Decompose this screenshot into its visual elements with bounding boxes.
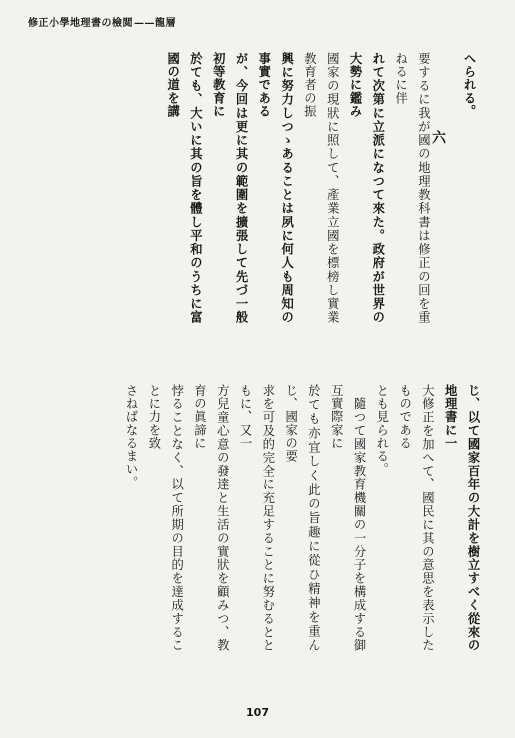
page-number: 107	[246, 706, 269, 719]
text-line: 國家の現狀に照して、產業立國を標榜し實業教育者の振	[302, 52, 340, 324]
section-heading: 六	[430, 130, 446, 144]
spacer-line	[434, 52, 457, 324]
text-line: さねばなるまい。	[124, 384, 139, 490]
text-line: 悖ることなく、以て所期の目的を達成することに力を致	[146, 384, 184, 652]
text-line: 要するに我が國の地理教科書は修正の回を重ねるに伴	[393, 52, 431, 324]
running-head-author: ——龍層	[134, 18, 176, 29]
text-line: 於ても亦宜しく此の旨趣に從ひ精神を重んじ、國家の要	[283, 384, 321, 652]
carryover-line: へられる。	[462, 52, 477, 118]
text-line: とも見られる。	[374, 384, 389, 477]
text-line: 方兒童心意の發達と生活の實狀を顧みつ、教育の眞諦に	[192, 384, 230, 652]
text-line: 隨つて國家教育機關の一分子を構成する御互實際家に	[329, 384, 367, 652]
text-line: れて次第に立派になつて來た。政府が世界の大勢に鑑み	[348, 52, 386, 324]
text-line: が、今回は更に其の範圍を擴張して先づ一般初等教育に	[211, 52, 250, 324]
text-line: 大修正を加へて、國民に其の意思を表示したものである	[397, 384, 435, 652]
text-line: 興に努力しつゝあることは夙に何人も周知の事實である	[256, 52, 295, 324]
upper-text-block	[165, 52, 480, 324]
running-head	[0, 14, 515, 44]
text-line: 於ても、大いに其の旨を體し平和のうちに富國の道を講	[165, 52, 204, 324]
running-head-title: 修正小學地理書の檢閲	[28, 18, 133, 29]
lower-text-block	[124, 384, 484, 652]
text-line: 求を可及的完全に充足することに努むるとともに、又一	[238, 384, 275, 652]
text-line: じ、以て國家百年の大計を樹立すべく從來の地理書に一	[443, 384, 481, 652]
